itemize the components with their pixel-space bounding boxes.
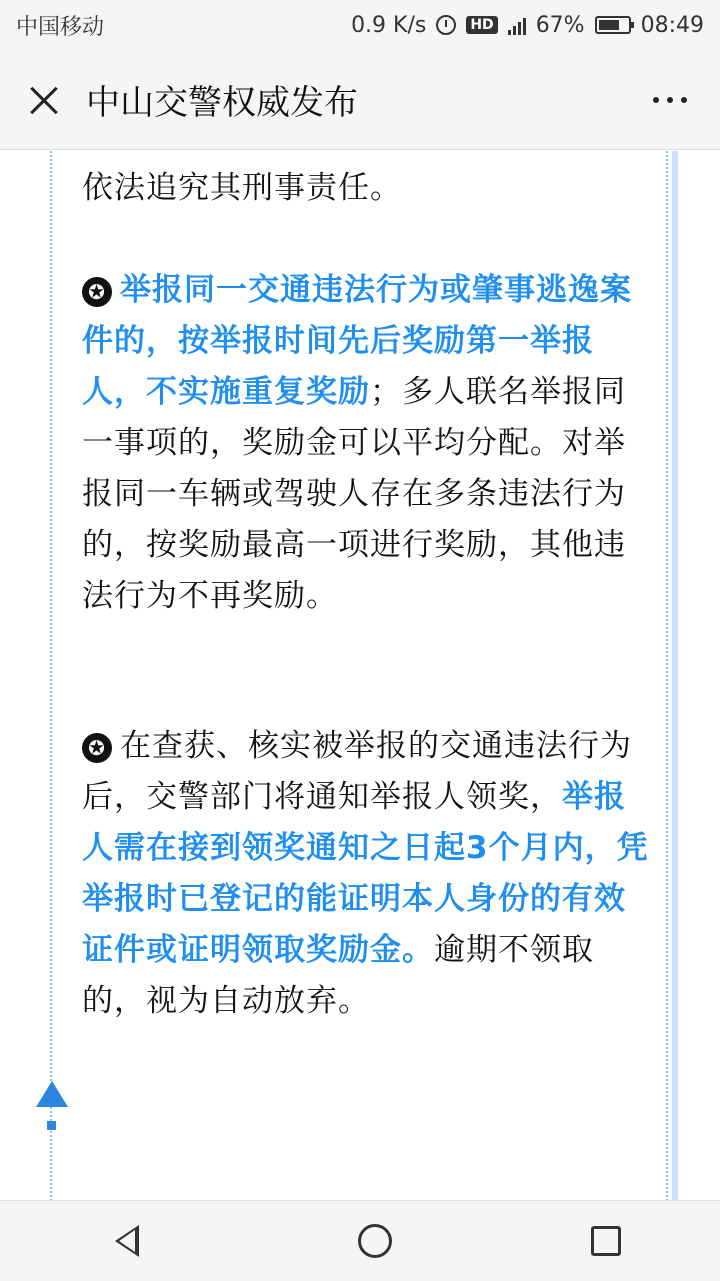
battery-icon xyxy=(595,16,631,34)
home-icon[interactable] xyxy=(358,1224,392,1258)
para1-highlight: 举报同一交通违法行为或肇事逃逸案件的，按举报时间先后奖励第一举报人，不实施重复奖励 xyxy=(82,272,632,410)
paragraph-2 xyxy=(82,721,652,1027)
status-bar xyxy=(0,0,720,50)
status-indicators xyxy=(351,13,704,38)
navigation-bar xyxy=(0,1200,720,1281)
back-icon[interactable] xyxy=(99,1211,159,1271)
close-icon[interactable] xyxy=(14,70,74,130)
battery-percent: 67% xyxy=(535,12,585,38)
para2-intro: 在查获、核实被举报的交通违法行为后，交警部门将通知举报人领奖， xyxy=(82,728,632,815)
scroll-top-icon[interactable] xyxy=(36,1081,68,1107)
hd-icon: HD xyxy=(466,16,497,34)
paragraph-1 xyxy=(82,265,652,622)
star-bullet-icon: ✪ xyxy=(82,277,112,307)
alarm-clock-icon xyxy=(436,15,456,35)
clock-time: 08:49 xyxy=(640,12,704,38)
text-top-line: 依法追究其刑事责任。 xyxy=(82,170,402,206)
para2-text: 逾期不领取的，视为自动放弃。 xyxy=(82,932,594,1019)
page-title: 中山交警权威发布 xyxy=(86,83,358,123)
carrier-label: 中国移动 xyxy=(16,14,105,40)
paragraph-top xyxy=(82,163,652,214)
title-bar xyxy=(0,50,720,150)
para1-text: ；多人联名举报同一事项的，奖励金可以平均分配。对举报同一车辆或驾驶人存在多条违法行为的，按奖励最高一项进行奖励，其他违法行为不再奖励。 xyxy=(82,374,626,614)
more-options-icon[interactable] xyxy=(640,70,700,130)
recent-apps-icon[interactable] xyxy=(591,1226,621,1256)
article-content[interactable] xyxy=(0,151,720,1200)
net-speed: 0.9 K/s xyxy=(351,12,427,38)
star-bullet-icon: ✪ xyxy=(82,733,112,763)
signal-icon xyxy=(508,15,526,35)
para2-highlight: 举报人需在接到领奖通知之日起3个月内，凭举报时已登记的能证明本人身份的有效证件或证明领取奖励金。 xyxy=(82,779,649,968)
scroll-top-dot xyxy=(47,1121,56,1130)
